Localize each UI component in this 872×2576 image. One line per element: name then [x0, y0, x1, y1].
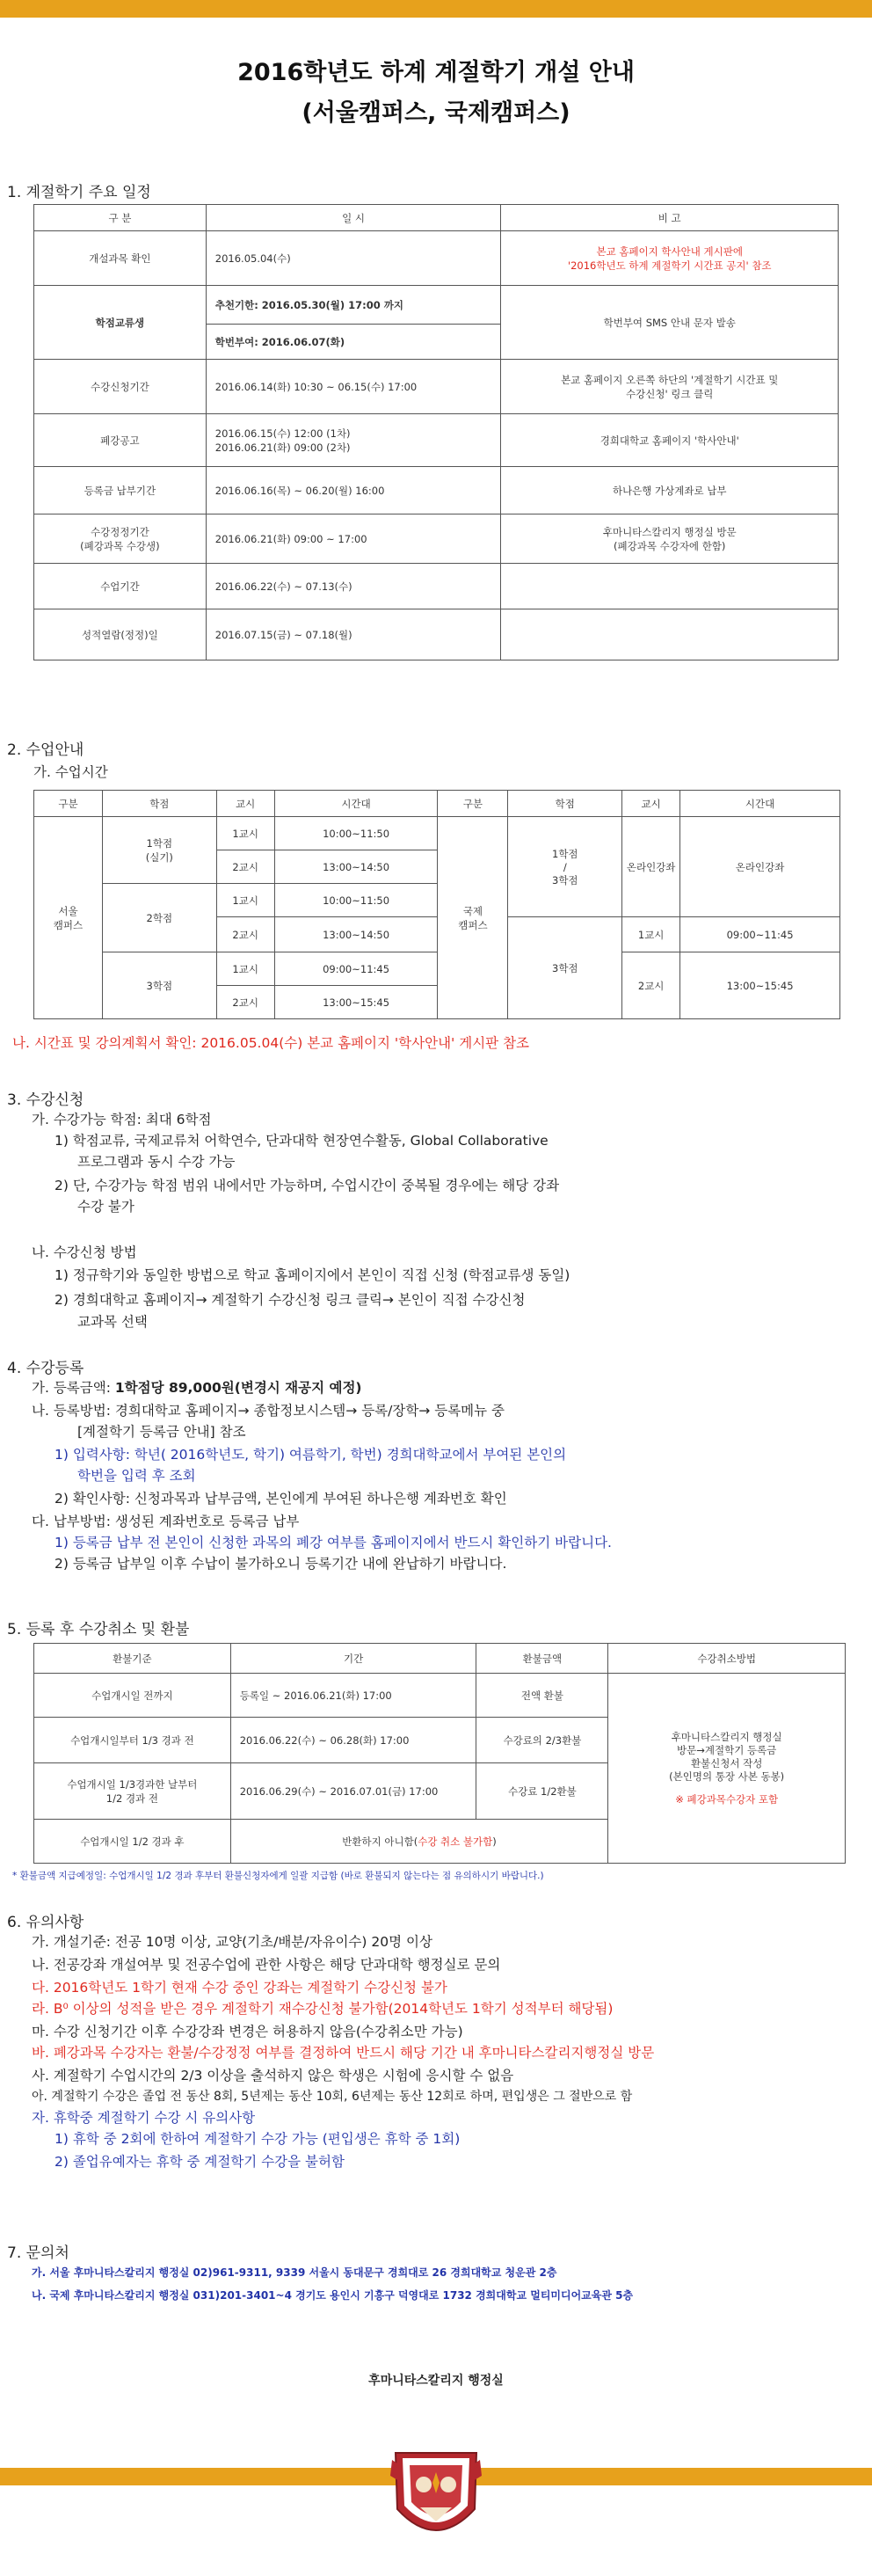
row-date: 추천기한: 2016.05.30(월) 17:00 까지 [206, 286, 501, 325]
col-header: 수강취소방법 [608, 1644, 846, 1674]
time-cell: 10:00~11:50 [274, 884, 438, 917]
notice-line: 가. 개설기준: 전공 10명 이상, 교양(기초/배분/자유이수) 20명 이상 [32, 1934, 432, 1950]
period-cell: 1교시 [216, 817, 274, 850]
text-line: 학번을 입력 후 조회 [77, 1468, 196, 1484]
online-cell: 온라인강좌 [622, 817, 680, 917]
row-note: 경희대학교 홈페이지 '학사안내' [501, 414, 839, 467]
refund-basis: 수업개시일 전까지 [34, 1674, 231, 1718]
top-accent-bar [0, 0, 872, 18]
section7-heading: 7. 문의처 [7, 2244, 69, 2262]
section4-heading: 4. 수강등록 [7, 1360, 84, 1377]
col-header: 교시 [622, 791, 680, 817]
refund-none-b: 수강 취소 불가함 [418, 1835, 493, 1848]
row-note: 학번부여 SMS 안내 문자 발송 [501, 286, 839, 360]
text-line: 2) 등록금 납부일 이후 수납이 불가하오니 등록기간 내에 완납하기 바랍니다. [54, 1556, 507, 1572]
refund-none-a: 반환하지 아니함( [342, 1835, 418, 1848]
refund-basis: 수업개시일부터 1/3 경과 전 [34, 1718, 231, 1763]
page-subtitle: (서울캠퍼스, 국제캠퍼스) [302, 99, 570, 127]
col-header: 구분 [438, 791, 508, 817]
online-cell: 온라인강좌 [680, 817, 840, 917]
text-line: 다. 납부방법: 생성된 계좌번호로 등록금 납부 [32, 1514, 300, 1529]
col-header: 환불기준 [34, 1644, 231, 1674]
period-cell: 2교시 [216, 917, 274, 952]
col-header: 학점 [102, 791, 216, 817]
text-line: 교과목 선택 [77, 1314, 148, 1330]
table-row [34, 1674, 846, 1718]
notice-line: 바. 폐강과목 수강자는 환불/수강정정 여부를 결정하여 반드시 해당 기간 내 후마니타스칼리지행정실 방문 [32, 2045, 655, 2061]
text-line: [계절학기 등록금 안내] 참조 [77, 1424, 246, 1440]
footer-office: 후마니타스칼리지 행정실 [368, 2374, 504, 2388]
text-line: 프로그램과 동시 수강 가능 [77, 1154, 236, 1170]
page-title: 2016학년도 하계 계절학기 개설 안내 [237, 59, 635, 86]
row-note: 본교 홈페이지 오른쪽 하단의 '계절학기 시간표 및 수강신청' 링크 클릭 [501, 360, 839, 414]
col-header: 구분 [34, 791, 103, 817]
time-cell: 13:00~15:45 [680, 952, 840, 1019]
row-date: 2016.06.14(화) 10:30 ~ 06.15(수) 17:00 [206, 360, 501, 414]
col-header: 일 시 [206, 205, 501, 231]
time-cell: 13:00~14:50 [274, 917, 438, 952]
time-cell: 09:00~11:45 [274, 952, 438, 986]
row-note [501, 564, 839, 609]
credit-cell: 2학점 [102, 884, 216, 952]
period-cell: 1교시 [216, 884, 274, 917]
row-note: 하나은행 가상계좌로 납부 [501, 467, 839, 514]
text-line: 나. 수강신청 방법 [32, 1244, 137, 1260]
refund-footnote: * 환불금액 지급예정일: 수업개시일 1/2 경과 후부터 환불신청자에게 일괄 지급함 (바로 환불되지 않는다는 점 유의하시기 바랍니다.) [12, 1871, 544, 1881]
col-header: 기간 [230, 1644, 476, 1674]
table-row [34, 360, 839, 414]
refund-method-text: 후마니타스칼리지 행정실 방문→계절학기 등록금 환불신청서 작성 (본인명의 통장 사본 동봉) [669, 1730, 785, 1783]
section2-note: 나. 시간표 및 강의계획서 확인: 2016.05.04(수) 본교 홈페이지 '학사안내' 게시판 참조 [12, 1035, 530, 1051]
period-cell: 1교시 [622, 917, 680, 952]
table-row [34, 564, 839, 609]
schedule-table [33, 204, 839, 660]
time-cell: 13:00~15:45 [274, 986, 438, 1019]
row-note: 후마니타스칼리지 행정실 방문 (폐강과목 수강자에 한함) [501, 514, 839, 564]
notice-line: 다. 2016학년도 1학기 현재 수강 중인 강좌는 계절학기 수강신청 불가 [32, 1980, 447, 1996]
fee-value: 1학점당 89,000원(변경시 재공지 예정) [114, 1380, 362, 1396]
global-campus-label: 국제 캠퍼스 [438, 817, 508, 1019]
col-header: 비 고 [501, 205, 839, 231]
fee-line [32, 1379, 362, 1397]
refund-none-c: ) [492, 1835, 497, 1848]
refund-period [230, 1820, 608, 1864]
class-time-table [33, 790, 840, 1019]
text-line: 2) 단, 수강가능 학점 범위 내에서만 가능하며, 수업시간이 중복될 경우에는 해당 강좌 [54, 1178, 560, 1193]
section2-heading: 2. 수업안내 [7, 741, 84, 759]
notice-line: 사. 계절학기 수업시간의 2/3 이상을 출석하지 않은 학생은 시험에 응시할 수 없음 [32, 2068, 514, 2083]
credit-cell: 3학점 [508, 917, 622, 1019]
table-row [34, 414, 839, 467]
refund-method [608, 1674, 846, 1864]
notice-line: 2) 졸업유예자는 휴학 중 계절학기 수강을 불허함 [54, 2154, 345, 2170]
col-header: 환불금액 [476, 1644, 608, 1674]
row-date: 2016.06.16(목) ~ 06.20(월) 16:00 [206, 467, 501, 514]
notice-line: 아. 계절학기 수강은 졸업 전 동산 8회, 5년제는 동산 10회, 6년제는 동산 12회로 하며, 편입생은 그 절반으로 함 [32, 2090, 633, 2104]
period-cell: 2교시 [216, 986, 274, 1019]
row-label: 개설과목 확인 [34, 231, 207, 286]
refund-period: 등록일 ~ 2016.06.21(화) 17:00 [230, 1674, 476, 1718]
contact-seoul: 가. 서울 후마니타스칼리지 행정실 02)961-9311, 9339 서울시 동대문구 경희대로 26 경희대학교 청운관 2층 [32, 2266, 557, 2279]
row-label: 수강정정기간 (폐강과목 수강생) [34, 514, 207, 564]
refund-basis: 수업개시일 1/3경과한 날부터 1/2 경과 전 [34, 1763, 231, 1820]
text-line: 1) 등록금 납부 전 본인이 신청한 과목의 폐강 여부를 홈페이지에서 반드시 확인하기 바랍니다. [54, 1535, 612, 1551]
period-cell: 2교시 [622, 952, 680, 1019]
text-line: 2) 확인사항: 신청과목과 납부금액, 본인에게 부여된 하나은행 계좌번호 확인 [54, 1491, 507, 1507]
notice-line: 나. 전공강좌 개설여부 및 전공수업에 관한 사항은 해당 단과대학 행정실로 문의 [32, 1957, 501, 1973]
row-label: 수업기간 [34, 564, 207, 609]
section1-heading: 1. 계절학기 주요 일정 [7, 184, 151, 201]
notice-line: 자. 휴학중 계절학기 수강 시 유의사항 [32, 2110, 256, 2126]
col-header: 시간대 [274, 791, 438, 817]
time-cell: 10:00~11:50 [274, 817, 438, 850]
text-line: 1) 입력사항: 학년( 2016학년도, 학기) 여름학기, 학번) 경희대학교에서 부여된 본인의 [54, 1447, 567, 1463]
credit-cell: 3학점 [102, 952, 216, 1019]
notice-line: 1) 휴학 중 2회에 한하여 계절학기 수강 가능 (편입생은 휴학 중 1회) [54, 2131, 461, 2147]
table-row [34, 514, 839, 564]
text-line: 수강 불가 [77, 1199, 134, 1215]
table-row [34, 286, 839, 325]
time-cell: 13:00~14:50 [274, 850, 438, 884]
period-cell: 2교시 [216, 850, 274, 884]
notice-line: 라. B⁰ 이상의 성적을 받은 경우 계절학기 재수강신청 불가함(2014학년도 1학기 성적부터 해당됨) [32, 2001, 614, 2017]
refund-amount: 전액 환불 [476, 1674, 608, 1718]
fee-label: 가. 등록금액: [32, 1380, 115, 1396]
row-date: 2016.06.21(화) 09:00 ~ 17:00 [206, 514, 501, 564]
refund-period: 2016.06.29(수) ~ 2016.07.01(금) 17:00 [230, 1763, 476, 1820]
row-date: 2016.07.15(금) ~ 07.18(월) [206, 609, 501, 660]
time-cell: 09:00~11:45 [680, 917, 840, 952]
col-header: 교시 [216, 791, 274, 817]
section3-heading: 3. 수강신청 [7, 1091, 84, 1109]
refund-table [33, 1643, 846, 1864]
row-label: 수강신청기간 [34, 360, 207, 414]
credit-cell: 1학점 / 3학점 [508, 817, 622, 917]
row-date: 학번부여: 2016.06.07(화) [206, 325, 501, 360]
text-line: 나. 등록방법: 경희대학교 홈페이지→ 종합정보시스템→ 등록/장학→ 등록메뉴 중 [32, 1403, 505, 1419]
text-line: 가. 수강가능 학점: 최대 6학점 [32, 1112, 212, 1127]
refund-method-note: ※ 폐강과목수강자 포함 [675, 1792, 779, 1806]
row-label: 학점교류생 [34, 286, 207, 360]
section5-heading: 5. 등록 후 수강취소 및 환불 [7, 1621, 190, 1638]
period-cell: 1교시 [216, 952, 274, 986]
row-date: 2016.06.22(수) ~ 07.13(수) [206, 564, 501, 609]
row-label: 성적열람(정정)일 [34, 609, 207, 660]
section6-heading: 6. 유의사항 [7, 1914, 84, 1931]
text-line: 1) 학점교류, 국제교류처 어학연수, 단과대학 현장연수활동, Global Collaborative [54, 1133, 549, 1149]
row-note: 본교 홈페이지 학사안내 게시판에 '2016학년도 하계 계절학기 시간표 공지' 참조 [501, 231, 839, 286]
refund-amount: 수강료의 2/3환불 [476, 1718, 608, 1763]
refund-period: 2016.06.22(수) ~ 06.28(화) 17:00 [230, 1718, 476, 1763]
refund-basis: 수업개시일 1/2 경과 후 [34, 1820, 231, 1864]
table-row [34, 231, 839, 286]
col-header: 학점 [508, 791, 622, 817]
row-label: 등록금 납부기간 [34, 467, 207, 514]
credit-cell: 1학점 (실기) [102, 817, 216, 884]
row-note [501, 609, 839, 660]
row-date: 2016.06.15(수) 12:00 (1차) 2016.06.21(화) 09:00 (2차) [206, 414, 501, 467]
col-header: 시간대 [680, 791, 840, 817]
row-date: 2016.05.04(수) [206, 231, 501, 286]
refund-amount: 수강료 1/2환불 [476, 1763, 608, 1820]
notice-line: 마. 수강 신청기간 이후 수강강좌 변경은 허용하지 않음(수강취소만 가능) [32, 2024, 463, 2040]
row-label: 폐강공고 [34, 414, 207, 467]
text-line: 1) 정규학기와 동일한 방법으로 학교 홈페이지에서 본인이 직접 신청 (학점교류생 동일) [54, 1267, 570, 1283]
table-row [34, 467, 839, 514]
text-line: 2) 경희대학교 홈페이지→ 계절학기 수강신청 링크 클릭→ 본인이 직접 수강신청 [54, 1292, 526, 1308]
section2-sub: 가. 수업시간 [33, 764, 108, 780]
university-emblem-icon [390, 2441, 482, 2555]
seoul-campus-label: 서울 캠퍼스 [34, 817, 103, 1019]
col-header: 구 분 [34, 205, 207, 231]
table-row [34, 609, 839, 660]
contact-global: 나. 국제 후마니타스칼리지 행정실 031)201-3401~4 경기도 용인시 기흥구 덕영대로 1732 경희대학교 멀티미디어교육관 5층 [32, 2289, 634, 2302]
